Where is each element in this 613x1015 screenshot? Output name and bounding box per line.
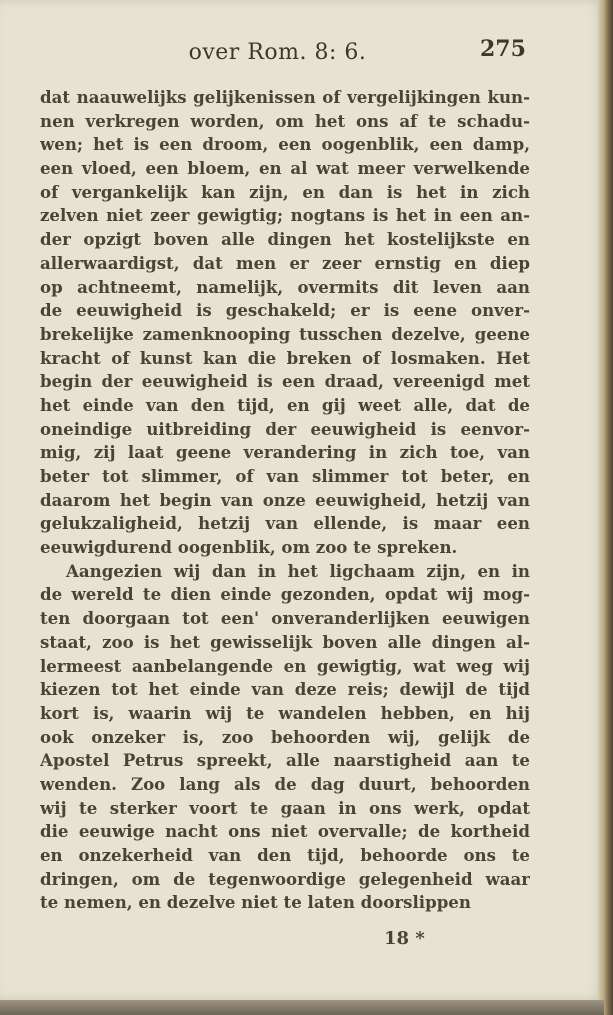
text-line: lermeest aanbelangende en gewigtig, wat weg wij	[40, 655, 530, 676]
book-spine-edge	[598, 0, 613, 1015]
running-header: over Rom. 8: 6.	[188, 40, 367, 65]
signature-mark: 18 *	[384, 928, 425, 949]
page-bottom-edge	[0, 1000, 604, 1015]
text-line: kiezen tot het einde van deze reis; dewijl de tijd	[40, 679, 530, 700]
text-line: op achtneemt, namelijk, overmits dit leven aan	[40, 276, 530, 297]
text-line: of vergankelijk kan zijn, en dan is het in zich	[40, 181, 530, 202]
text-line: daarom het begin van onze eeuwigheid, hetzij van	[40, 489, 530, 510]
text-line: ten doorgaan tot een' onveranderlijken eeuwigen	[40, 608, 530, 629]
text-line: het einde van den tijd, en gij weet alle, dat de	[40, 394, 530, 415]
text-line: dat naauwelijks gelijkenissen of vergelijkingen kun-	[40, 87, 530, 107]
text-line: een vloed, een bloem, en al wat meer verwelkende	[40, 158, 530, 179]
text-line: kracht of kunst kan die breken of losmaken. Het	[40, 347, 530, 368]
text-line: de wereld te dien einde gezonden, opdat wij mog-	[40, 584, 530, 605]
text-line: brekelijke zamenknooping tusschen dezelve, geene	[40, 323, 530, 344]
page-number: 275	[480, 36, 526, 62]
text-line: dringen, om de tegenwoordige gelegenheid waar	[40, 868, 530, 889]
text-line: gelukzaligheid, hetzij van ellende, is maar een	[40, 513, 530, 534]
text-line: mig, zij laat geene verandering in zich toe, van	[40, 442, 530, 463]
text-line: beter tot slimmer, of van slimmer tot beter, en	[40, 466, 530, 486]
text-line: wenden. Zoo lang als de dag duurt, behoorden	[40, 773, 530, 794]
text-line: allerwaardigst, dat men er zeer ernstig en diep	[40, 252, 530, 273]
text-line: en onzekerheid van den tijd, behoorde ons te	[40, 845, 530, 865]
text-line: wen; het is een droom, een oogenblik, een damp,	[40, 134, 530, 155]
text-line: staat, zoo is het gewisselijk boven alle dingen al-	[40, 631, 530, 652]
text-line: de eeuwigheid is geschakeld; er is eene onver-	[40, 300, 530, 321]
body-text	[40, 86, 530, 915]
text-line: wij te sterker voort te gaan in ons werk, opdat	[40, 797, 530, 818]
text-line: zelven niet zeer gewigtig; nogtans is het in een an-	[40, 205, 530, 226]
text-line: Aangezien wij dan in het ligchaam zijn, en in	[66, 560, 530, 581]
text-line: nen verkregen worden, om het ons af te schadu-	[40, 110, 530, 131]
text-line: die eeuwige nacht ons niet overvalle; de kortheid	[40, 821, 530, 842]
text-line: eeuwigdurend oogenblik, om zoo te spreken.	[40, 537, 458, 558]
text-line: Apostel Petrus spreekt, alle naarstigheid aan te	[40, 750, 530, 771]
text-line: oneindige uitbreiding der eeuwigheid is eenvor-	[40, 418, 530, 439]
text-line: der opzigt boven alle dingen het kostelijkste en	[40, 229, 530, 250]
text-line: begin der eeuwigheid is een draad, vereenigd met	[40, 371, 530, 392]
text-line: kort is, waarin wij te wandelen hebben, en hij	[40, 702, 530, 723]
text-line: ook onzeker is, zoo behoorden wij, gelijk de	[40, 726, 530, 747]
text-line: te nemen, en dezelve niet te laten doorslippen	[40, 892, 471, 913]
